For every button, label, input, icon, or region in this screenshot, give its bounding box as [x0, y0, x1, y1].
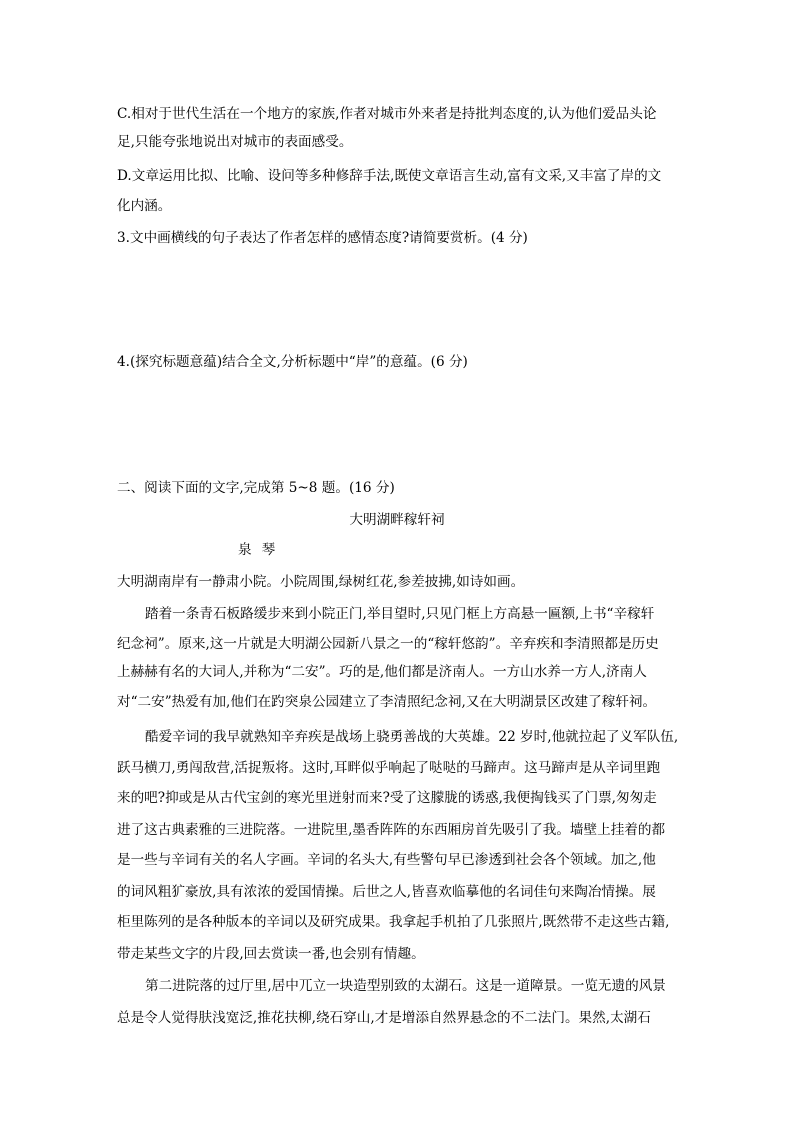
question-3: 3.文中画横线的句子表达了作者怎样的感情态度?请简要赏析。(4 分): [117, 230, 528, 246]
article-line: 是一些与辛词有关的名人字画。辛词的名头大,有些警句早已渗透到社会各个领域。加之,他: [117, 852, 656, 868]
article-line: 上赫赫有名的大词人,并称为“二安”。巧的是,他们都是济南人。一方山水养一方人,济南人: [117, 664, 647, 680]
article-line: 大明湖南岸有一静肃小院。小院周围,绿树红花,参差披拂,如诗如画。: [117, 574, 525, 590]
article-line: 对“二安”热爱有加,他们在趵突泉公园建立了李清照纪念祠,又在大明湖景区改建了稼轩祠。: [117, 694, 657, 710]
article-line: 酷爱辛词的我早就熟知辛弃疾是战场上骁勇善战的大英雄。22 岁时,他就拉起了义军队伍,: [145, 729, 679, 745]
article-line: 的词风粗犷豪放,具有浓浓的爱国情操。后世之人,皆喜欢临摹他的名词佳句来陶冶情操。展: [117, 884, 656, 900]
option-c-line-2: 足,只能夸张地说出对城市的表面感受。: [117, 134, 353, 150]
article-line: 跃马横刀,勇闯敌营,活捉叛将。这时,耳畔似乎响起了哒哒的马蹄声。这马蹄声是从辛词里跑: [117, 760, 661, 776]
question-4: 4.(探究标题意蕴)结合全文,分析标题中“岸”的意蕴。(6 分): [117, 354, 468, 370]
option-c-line-1: C.相对于世代生活在一个地方的家族,作者对城市外来者是持批判态度的,认为他们爱品头论: [117, 106, 657, 122]
article-line: 柜里陈列的是各种版本的辛词以及研究成果。我拿起手机拍了几张照片,既然带不走这些古籍,: [117, 914, 670, 930]
section-2-heading: 二、阅读下面的文字,完成第 5~8 题。(16 分): [117, 480, 395, 496]
article-line: 踏着一条青石板路缓步来到小院正门,举目望时,只见门框上方高悬一匾额,上书“辛稼轩: [145, 606, 655, 622]
article-line: 进了这古典素雅的三进院落。一进院里,墨香阵阵的东西厢房首先吸引了我。墙壁上挂着的都: [117, 822, 666, 838]
article-author: 泉琴: [238, 542, 286, 558]
article-line: 第二进院落的过厅里,居中兀立一块造型别致的太湖石。这是一道障景。一览无遗的风景: [145, 978, 666, 994]
option-d-line-1: D.文章运用比拟、比喻、设问等多种修辞手法,既使文章语言生动,富有文采,又丰富了岸的文: [117, 168, 662, 184]
article-line: 带走某些文字的片段,回去赏读一番,也会别有情趣。: [117, 946, 425, 962]
article-title: 大明湖畔稼轩祠: [349, 512, 445, 528]
article-line: 来的吧?抑或是从古代宝剑的寒光里迸射而来?受了这朦胧的诱惑,我便掏钱买了门票,匆匆走: [117, 790, 657, 806]
article-line: 总是令人觉得肤浅宽泛,推花扶柳,绕石穿山,才是增添自然界悬念的不二法门。果然,太湖石: [117, 1010, 651, 1026]
option-d-line-2: 化内涵。: [117, 198, 172, 214]
article-line: 纪念祠”。原来,这一片就是大明湖公园新八景之一的“稼轩悠韵”。辛弃疾和李清照都是历史: [117, 636, 659, 652]
